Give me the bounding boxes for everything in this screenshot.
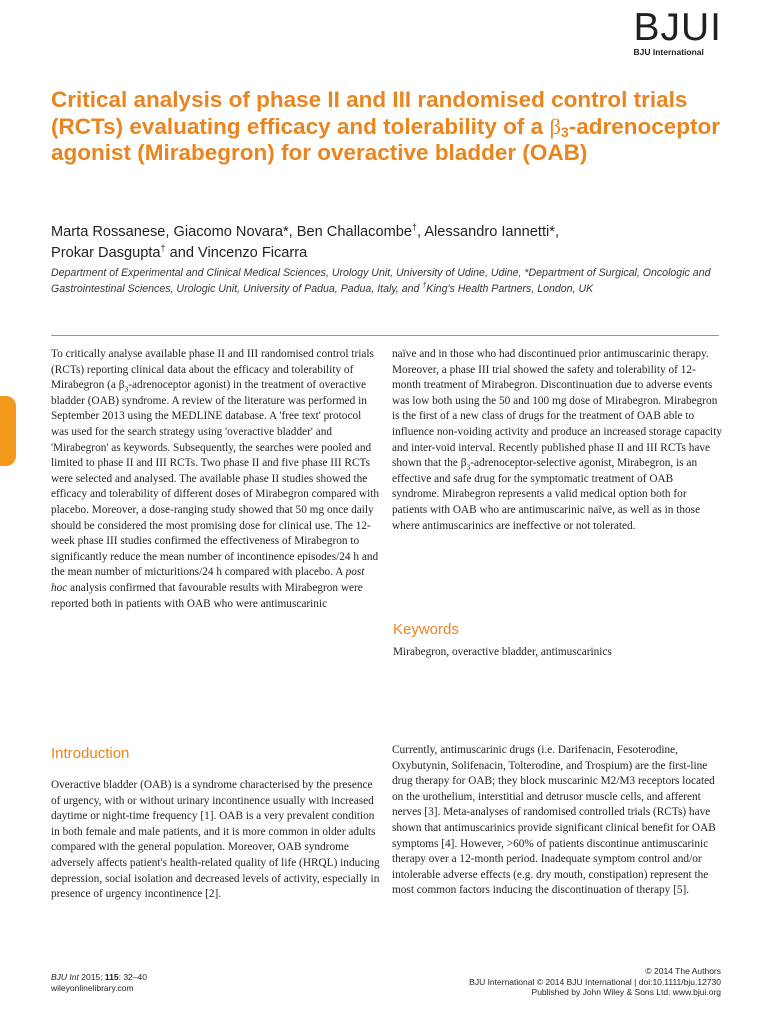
author-separator: ,	[165, 224, 174, 240]
abstract-subscript: 3	[124, 384, 129, 394]
publisher-line: Published by John Wiley & Sons Ltd. www.bjui.org	[531, 987, 721, 997]
affiliations	[51, 266, 731, 297]
citation-pages: : 32–40	[118, 972, 147, 982]
abstract-text: naïve and in those who had discontinued prior antimuscarinic therapy. Moreover, a phase III trial showed the safety and tolerability of 12-month treatment of Mirabegron. Discontinuation due to adverse events was low both using the 50 and 100 mg dose of Mirabegron. Mirabegron is the first of a new class of drugs for the treatment of OAB able to influence non-voiding activity and produce an increased storage capacity and inter-void interval. Recently published phase II and III RCTs have shown that the β	[392, 348, 722, 470]
abstract-text: -adrenoceptor-selective agonist, Mirabegron, is an effective and safe drug for the symptomatic treatment of OAB syndrome. Mirabegron represents a valid medical option both for patients with OAB who are antimuscarinic naïve, as well as in those where antimuscarinics are ineffective or not tolerated.	[392, 457, 701, 532]
journal-logo	[633, 8, 722, 57]
abstract-text: analysis confirmed that favourable results with Mirabegron were reported both in patients with OAB who were antimuscarinic	[51, 581, 363, 610]
journal-name: BJU International	[633, 47, 704, 57]
abstract-text: -adrenoceptor agonist) in the treatment of overactive bladder (OAB) syndrome. A review of the literature was performed in September 2013 using the MEDLINE database. A 'free text' protocol was used for the search strategy using 'overactive bladder' and 'Mirabegron' as keywords. Subsequently, the searches were pooled and limited to phase II and III RCTs. Two phase II and five phase III RCTs were selected and analysed. The available phase II studies showed the efficacy and tolerability of different doses of Mirabegron compared with placebo. Moreover, a dose-ranging study showed that 50 mg once daily should be considered the most promising dose for clinical use. The 12-week phase III studies confirmed the effectiveness of Mirabegron to significantly reduce the mean number of incontinence episodes/24 h and the mean number of micturitions/24 h compared with placebo. A	[51, 379, 380, 579]
introduction-heading: Introduction	[51, 745, 130, 762]
author-mark: *	[282, 224, 289, 240]
author-name: Giacomo Novara	[173, 224, 283, 240]
author-separator: ,	[288, 224, 297, 240]
affiliation-part2: King's Health Partners, London, UK	[426, 282, 594, 295]
keywords-heading: Keywords	[393, 621, 459, 638]
journal-logo-mark: BJUI	[633, 6, 722, 49]
title-subscript: 3	[560, 123, 569, 140]
author-name: Ben Challacombe	[296, 224, 412, 240]
footer-copyright	[469, 966, 721, 998]
abstract-subscript: 3	[466, 462, 471, 472]
author-name: Marta Rossanese	[51, 224, 166, 240]
author-mark: †	[160, 243, 166, 254]
title-part1: Critical analysis of phase II and III randomised control trials (RCTs) evaluating efficacy and tolerability of a	[51, 87, 688, 139]
header-divider	[51, 335, 719, 336]
abstract-column-left	[51, 347, 381, 612]
author-name: Prokar Dasgupta	[51, 245, 161, 261]
citation-journal: BJU Int	[51, 972, 79, 982]
article-title	[51, 87, 731, 167]
abstract-italic-text: post hoc	[51, 566, 365, 594]
author-mark: †	[411, 222, 417, 233]
author-separator: ,	[554, 224, 560, 240]
keywords-text: Mirabegron, overactive bladder, antimuscarinics	[393, 646, 612, 658]
author-name: Vincenzo Ficarra	[198, 245, 308, 261]
author-name: Alessandro Iannetti	[424, 224, 550, 240]
affiliation-mark: †	[422, 281, 427, 289]
abstract-column-right	[392, 347, 722, 534]
footer-citation	[51, 972, 147, 994]
section-side-tab	[0, 396, 16, 466]
introduction-column-right: Currently, antimuscarinic drugs (i.e. Darifenacin, Fesoterodine, Oxybutynin, Solifenacin, Tolterodine, and Trospium) are the first-line drug therapy for OAB; they block muscarinic M2/M3 receptors located on the urothelium, interstitial and detrusor muscle cells, and afferent nerves [3]. Meta-analyses of randomised controlled trials (RCTs) have shown that antimuscarinics provide significant clinical benefit for OAB symptoms [4]. However, >60% of patients discontinue antimuscarinic therapy over a 12-month period. Inadequate symptom control and/or intolerable adverse effects (e.g. dry mouth, constipation) represent the most common factors inducing the discontinuation of therapy [5].	[392, 744, 716, 897]
abstract-text: To critically analyse available phase II and III randomised control trials (RCTs) reporting clinical data about the efficacy and tolerability of Mirabegron (a β	[51, 348, 374, 392]
title-beta-symbol: β	[549, 113, 561, 139]
title-part2: -adrenoceptor agonist (Mirabegron) for overactive bladder (OAB)	[51, 113, 720, 165]
affiliation-part1: Department of Experimental and Clinical Medical Sciences, Urology Unit, University of Udine, Udine, *Department of Surgical, Oncologic and Gastrointestinal Sciences, Urologic Unit, University of Padua, Padua, Italy, and	[51, 267, 711, 295]
copyright-authors: © 2014 The Authors	[645, 966, 721, 976]
copyright-journal-doi: BJU International © 2014 BJU International | doi:10.1111/bju.12730	[469, 976, 721, 987]
author-separator: ,	[417, 224, 425, 240]
author-list	[51, 222, 741, 264]
author-mark: *	[549, 224, 555, 240]
citation-volume: 115	[104, 972, 119, 982]
footer-website-link[interactable]: wileyonlinelibrary.com	[51, 983, 134, 993]
author-separator: and	[165, 245, 198, 261]
introduction-column-left: Overactive bladder (OAB) is a syndrome characterised by the presence of urgency, with or without urinary incontinence usually with increased daytime or night-time frequency [1]. OAB is a very prevalent condition in both female and male patients, and it is more common in older adults compared with the general population. Moreover, OAB syndrome adversely affects patient's health-related quality of life (HRQL) inducing depression, social isolation and decreased levels of activity, especially in presence of urgency incontinence [2].	[51, 779, 380, 901]
citation-year: 2015;	[78, 972, 105, 982]
